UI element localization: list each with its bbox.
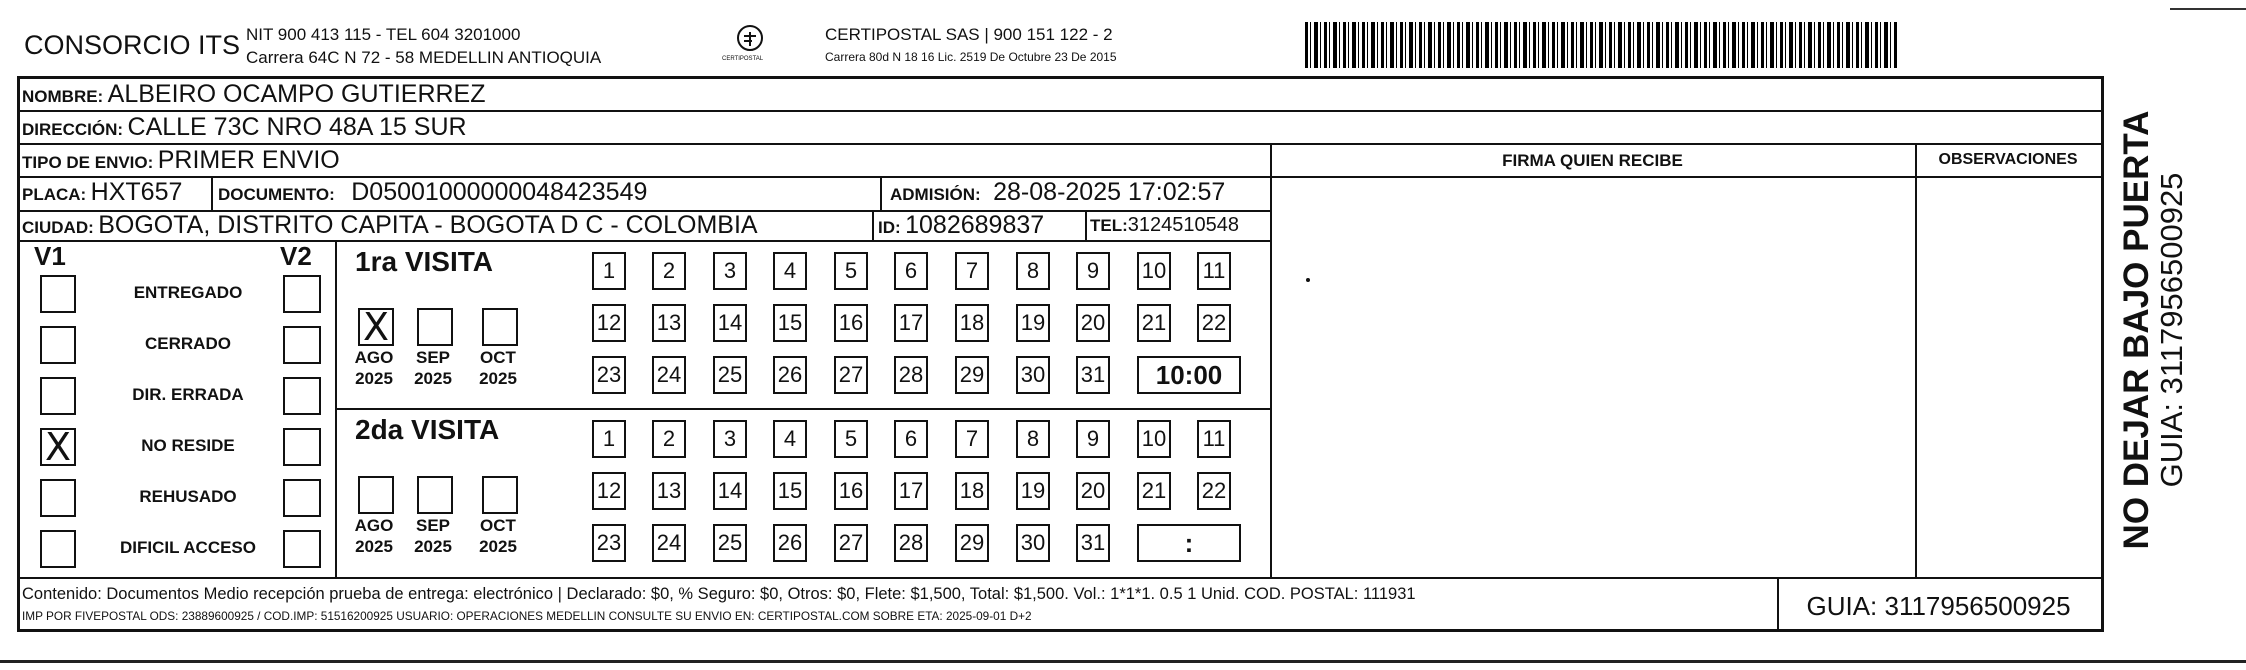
day-box[interactable]: 22 [1197,304,1231,342]
day-box[interactable]: 3 [713,420,747,458]
day-box[interactable]: 15 [773,304,807,342]
id-value: 1082689837 [905,211,1045,239]
day-box[interactable]: 25 [713,524,747,562]
rule [17,110,2101,112]
v1-heading: V1 [34,241,66,271]
direccion-row [22,113,467,142]
month-checkbox[interactable]: X [358,308,394,346]
rule [211,176,213,210]
day-box[interactable]: 4 [773,420,807,458]
day-box[interactable]: 16 [834,472,868,510]
day-box[interactable]: 20 [1076,472,1110,510]
rule [872,210,874,240]
rule [1915,143,1917,577]
tel-value: 3124510548 [1127,214,1240,236]
admision-cell [890,178,1225,207]
documento-label: DOCUMENTO: [218,185,335,204]
v2-checkbox[interactable] [283,326,321,364]
day-box[interactable]: 25 [713,356,747,394]
day-box[interactable]: 13 [652,304,686,342]
month-checkbox[interactable] [417,308,453,346]
v1-checkbox[interactable] [40,326,76,364]
v2-checkbox[interactable] [283,377,321,415]
time-box[interactable]: : [1137,524,1241,562]
day-box[interactable]: 26 [773,356,807,394]
v2-checkbox[interactable] [283,428,321,466]
day-box[interactable]: 21 [1137,472,1171,510]
rule [1270,143,1272,577]
day-box[interactable]: 2 [652,252,686,290]
day-box[interactable]: 28 [894,524,928,562]
tipo-label: TIPO DE ENVIO: [22,153,154,172]
tel-label: TEL: [1090,216,1128,235]
certipostal-line1: CERTIPOSTAL SAS | 900 151 122 - 2 [825,25,1113,44]
ciudad-cell [22,211,758,240]
admision-label: ADMISIÓN: [890,185,981,204]
direccion-label: DIRECCIÓN: [22,120,124,139]
top-right-rule [2170,8,2246,10]
month-year: 2025 [355,537,393,556]
day-box[interactable]: 19 [1016,472,1050,510]
day-box[interactable]: 4 [773,252,807,290]
placa-label: PLACA: [22,185,87,204]
day-box[interactable]: 17 [894,472,928,510]
side-warning: NO DEJAR BAJO PUERTA [2117,110,2156,550]
documento-value: D05001000000048423549 [351,178,648,206]
bottom-rule [0,660,2246,663]
day-box[interactable]: 5 [834,252,868,290]
day-box[interactable]: 12 [592,304,626,342]
nombre-label: NOMBRE: [22,87,104,106]
month-checkbox[interactable] [482,476,518,514]
month-label: OCT [480,348,516,367]
observaciones-header: OBSERVACIONES [1938,151,2078,168]
status-label: CERRADO [145,334,231,353]
day-box[interactable]: 28 [894,356,928,394]
day-box[interactable]: 27 [834,356,868,394]
v2-checkbox[interactable] [283,530,321,568]
month-year: 2025 [479,537,517,556]
month-label: SEP [415,348,451,367]
day-box[interactable]: 6 [894,420,928,458]
company-name: CONSORCIO ITS [24,30,241,60]
day-box[interactable]: 19 [1016,304,1050,342]
month-year: 2025 [414,537,452,556]
v2-checkbox[interactable] [283,275,321,313]
day-box[interactable]: 12 [592,472,626,510]
day-box[interactable]: 30 [1016,356,1050,394]
day-box[interactable]: 11 [1197,252,1231,290]
signature-dot [1306,278,1310,282]
status-label: ENTREGADO [133,283,243,302]
v1-checkbox[interactable] [40,275,76,313]
footer-content: Contenido: Documentos Medio recepción prueba de entrega: electrónico | Declarado: $0, % Seguro: $0, Otros: $0, Flete: $1,500, Total: $1,500. Vol.: 1*1*1. 0.5 1 Unid. COD. POSTAL: 111931 [22,585,1416,603]
month-label: AGO [354,348,394,367]
month-checkbox[interactable] [358,476,394,514]
day-box[interactable]: 29 [955,356,989,394]
month-checkbox[interactable] [482,308,518,346]
day-box[interactable]: 5 [834,420,868,458]
day-box[interactable]: 21 [1137,304,1171,342]
day-box[interactable]: 1 [592,420,626,458]
v2-heading: V2 [280,241,312,271]
id-cell [878,211,1044,240]
day-box[interactable]: 3 [713,252,747,290]
day-box[interactable]: 18 [955,472,989,510]
day-box[interactable]: 26 [773,524,807,562]
rule [335,240,337,577]
month-label: AGO [354,516,394,535]
logo-caption: CERTIPOSTAL [722,56,764,62]
rule [17,240,1270,242]
day-box[interactable]: 14 [713,304,747,342]
admision-value: 28-08-2025 17:02:57 [993,178,1226,206]
v1-checkbox[interactable] [40,377,76,415]
footer-imp: IMP POR FIVEPOSTAL ODS: 23889600925 / COD.IMP: 51516200925 USUARIO: OPERACIONES MEDELLIN CONSULTE SU ENVIO EN: CERTIPOSTAL.COM SOBRE ETA: 2025-09-01 D+2 [22,609,1032,623]
day-box[interactable]: 8 [1016,252,1050,290]
tel-cell [1090,214,1239,237]
day-box[interactable]: 14 [713,472,747,510]
day-box[interactable]: 10 [1137,252,1171,290]
month-year: 2025 [479,369,517,388]
status-label: NO RESIDE [141,436,235,455]
tipo-value: PRIMER ENVIO [157,146,340,174]
day-box[interactable]: 29 [955,524,989,562]
day-box[interactable]: 23 [592,524,626,562]
month-checkbox[interactable] [417,476,453,514]
day-box[interactable]: 2 [652,420,686,458]
visit-title: 2da VISITA [355,414,500,445]
firma-header: FIRMA QUIEN RECIBE [1502,151,1683,170]
v1-checkbox[interactable]: X [40,428,76,466]
month-label: OCT [480,516,516,535]
ciudad-label: CIUDAD: [22,218,94,237]
side-guia: GUIA: 3117956500925 [2154,172,2189,488]
month-year: 2025 [414,369,452,388]
day-box[interactable]: 6 [894,252,928,290]
company-nit: NIT 900 413 115 - TEL 604 3201000 [246,25,521,44]
day-box[interactable]: 9 [1076,420,1110,458]
ciudad-value: BOGOTA, DISTRITO CAPITA - BOGOTA D C - COLOMBIA [98,211,758,239]
day-box[interactable]: 24 [652,356,686,394]
day-box[interactable]: 9 [1076,252,1110,290]
day-box[interactable]: 31 [1076,356,1110,394]
day-box[interactable]: 22 [1197,472,1231,510]
day-box[interactable]: 7 [955,420,989,458]
day-box[interactable]: 10 [1137,420,1171,458]
day-box[interactable]: 8 [1016,420,1050,458]
company-address: Carrera 64C N 72 - 58 MEDELLIN ANTIOQUIA [246,48,602,67]
placa-cell [22,178,182,207]
rule [17,143,2101,145]
day-box[interactable]: 7 [955,252,989,290]
tipo-row [22,146,340,175]
day-box[interactable]: 27 [834,524,868,562]
footer-guia: GUIA: 3117956500925 [1806,591,2071,621]
documento-cell [218,178,647,207]
month-year: 2025 [355,369,393,388]
rule [880,176,882,210]
nombre-value: ALBEIRO OCAMPO GUTIERREZ [107,80,486,108]
rule [1085,210,1087,240]
v1-checkbox[interactable] [40,479,76,517]
rule [335,408,1270,410]
day-box[interactable]: 24 [652,524,686,562]
day-box[interactable]: 31 [1076,524,1110,562]
day-box[interactable]: 20 [1076,304,1110,342]
certipostal-line2: Carrera 80d N 18 16 Lic. 2519 De Octubre 23 De 2015 [825,50,1117,64]
visit-title: 1ra VISITA [355,246,493,277]
barcode [1305,22,1897,68]
day-box[interactable]: 17 [894,304,928,342]
day-box[interactable]: 30 [1016,524,1050,562]
placa-value: HXT657 [90,178,183,206]
day-box[interactable]: 13 [652,472,686,510]
status-label: DIFICIL ACCESO [119,538,256,557]
v1-checkbox[interactable] [40,530,76,568]
day-box[interactable]: 15 [773,472,807,510]
status-label: DIR. ERRADA [132,385,244,404]
month-label: SEP [415,516,451,535]
day-box[interactable]: 16 [834,304,868,342]
day-box[interactable]: 18 [955,304,989,342]
day-box[interactable]: 23 [592,356,626,394]
id-label: ID: [878,218,901,237]
rule [1270,176,2101,178]
v2-checkbox[interactable] [283,479,321,517]
time-box[interactable]: 10:00 [1137,356,1241,394]
day-box[interactable]: 1 [592,252,626,290]
direccion-value: CALLE 73C NRO 48A 15 SUR [127,113,467,141]
rule [17,577,2101,579]
status-label: REHUSADO [139,487,237,506]
nombre-row [22,80,486,109]
day-box[interactable]: 11 [1197,420,1231,458]
